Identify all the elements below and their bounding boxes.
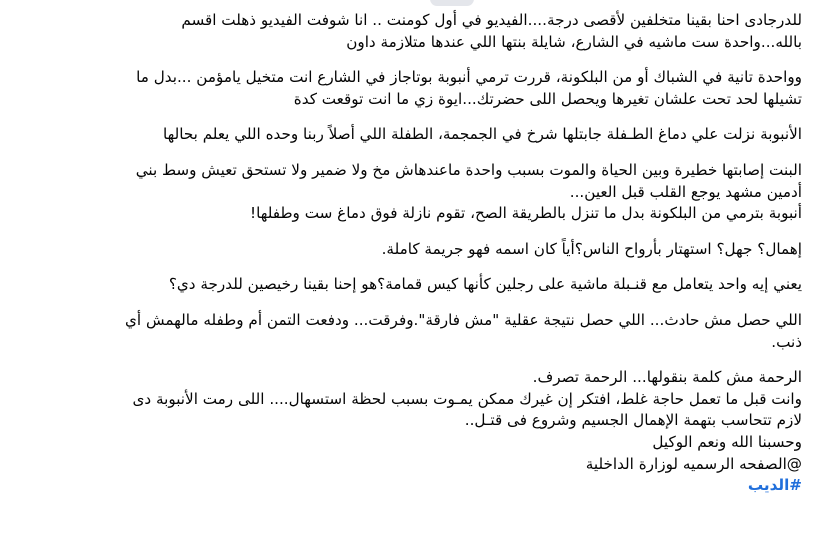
text-line: وواحدة تانية في الشباك أو من البلكونة، قررت ترمي أنبوبة بوتاجاز في الشارع انت متخيل يامؤمن ...بدل ما — [136, 68, 802, 87]
text-line: لازم تتحاسب بتهمة الإهمال الجسيم وشروع فى قتـل.. — [464, 411, 802, 430]
comment-indicator — [430, 0, 474, 6]
text-line: وانت قبل ما تعمل حاجة غلط، افتكر إن غيرك ممكن يمـوت بسبب لحظة استسهال.... اللى رمت الأنبوبة دى — [132, 389, 802, 408]
post-body — [10, 0, 814, 536]
text-line: تشيلها لحد تحت علشان تغيرها ويحصل اللى حضرتك...ايوة زي ما انت توقعت كدة — [293, 89, 802, 108]
paragraph — [16, 10, 802, 53]
paragraph — [16, 160, 802, 225]
text-line: أدمين مشهد يوجع القلب قبل العين... — [569, 182, 802, 201]
text-line: بالله...واحدة ست ماشيه في الشارع، شايلة بنتها اللي عندها متلازمة داون — [346, 32, 802, 51]
paragraph — [16, 124, 802, 146]
paragraph — [16, 67, 802, 110]
text-line: اللي حصل مش حادث... اللي حصل نتيجة عقلية "مش فارقة".وفرقت... ودفعت التمن أم وطفله مالهمش أي — [125, 310, 802, 329]
text-line: يعني إيه واحد يتعامل مع قنـبلة ماشية على رجلين كأنها كيس قمامة؟هو إحنا بقينا رخيصين للدرجة دي؟ — [168, 275, 802, 294]
paragraph — [16, 274, 802, 296]
text-line: البنت إصابتها خطيرة وبين الحياة والموت بسبب واحدة ماعندهاش مخ ولا ضمير ولا تستحق تعيش وسط بني — [135, 160, 802, 179]
text-line: للدرجادى احنا بقينا متخلفين لأقصى درجة....الفيديو في أول كومنت .. انا شوفت الفيديو ذهلت اقسم — [181, 11, 802, 29]
text-line: الأنبوبة نزلت علي دماغ الطـفلة جابتلها شرخ في الجمجمة، الطفلة اللي أصلاً ربنا وحده اللي يعلم بحالها — [162, 125, 802, 144]
mention-link[interactable]: @الصفحه الرسميه لوزارة الداخلية — [585, 454, 802, 473]
text-line: أنبوبة بترمي من البلكونة بدل ما تنزل بالطريقة الصح، تقوم نازلة فوق دماغ ست وطفلها! — [250, 204, 802, 223]
text-line: إهمال؟ جهل؟ استهتار بأرواح الناس؟أياً كان اسمه فهو جريمة كاملة. — [381, 239, 802, 258]
text-line: الرحمة مش كلمة بنقولها... الرحمة تصرف. — [532, 368, 802, 387]
paragraph — [16, 367, 802, 497]
paragraph — [16, 310, 802, 353]
text-line: وحسبنا الله ونعم الوكيل — [652, 432, 802, 451]
text-line: ذنب. — [771, 332, 802, 351]
paragraph — [16, 239, 802, 261]
hashtag-link[interactable]: #الديب — [747, 476, 802, 495]
post-text — [16, 10, 802, 497]
